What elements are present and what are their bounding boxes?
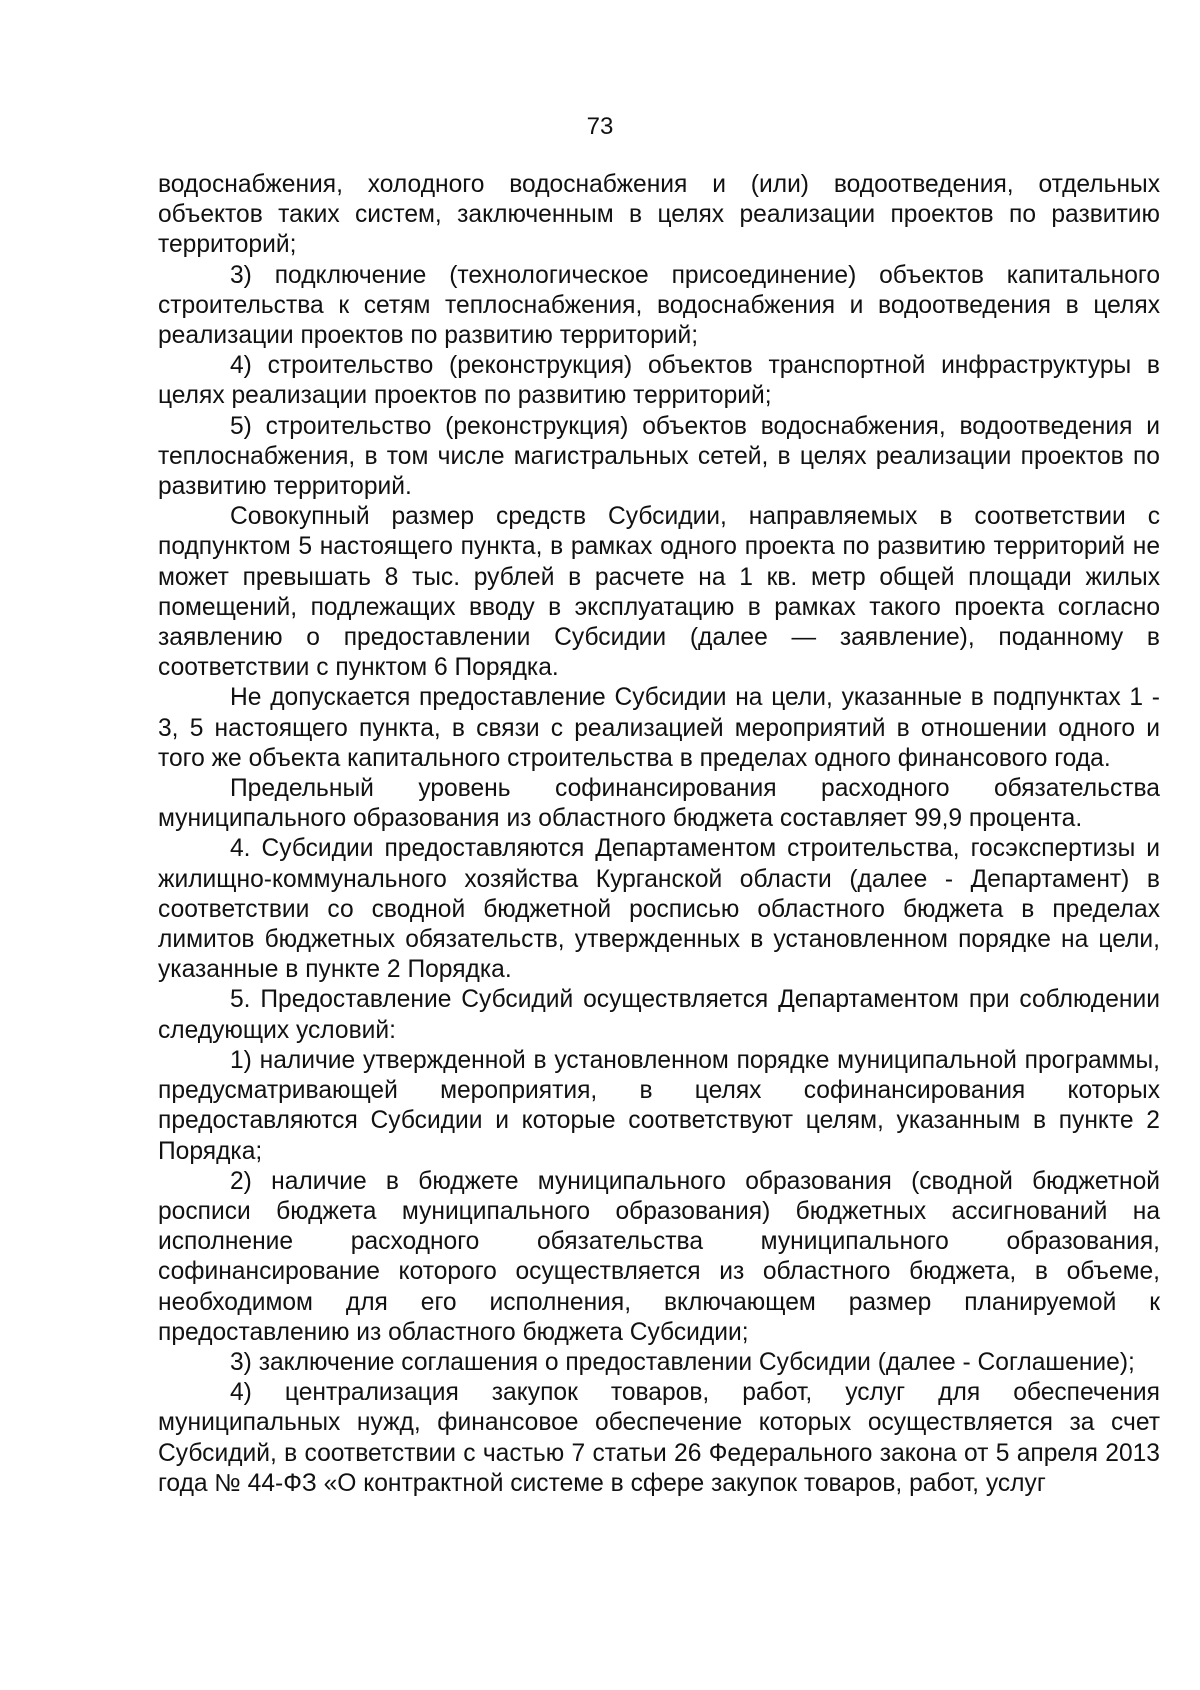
paragraph-condition-3: 3) заключение соглашения о предоставлении Субсидии (далее - Соглашение);	[230, 1348, 1135, 1376]
paragraph-section-5: 5. Предоставление Субсидий осуществляется Департаментом при соблюдении следующих условий:	[158, 986, 1160, 1044]
paragraph-continuation: водоснабжения, холодного водоснабжения и (или) водоотведения, отдельных объектов таких систем, заключенным в целях реализации проектов по развитию территорий;	[158, 171, 1160, 259]
paragraph-condition-1: 1) наличие утвержденной в установленном порядке муниципальной программы, предусматривающей мероприятия, в целях софинансирования которых предоставляются Субсидии и которые соответствуют целям, указанным в пункте 2 Порядка;	[158, 1046, 1160, 1165]
paragraph-item-4: 4) строительство (реконструкция) объектов транспортной инфраструктуры в целях реализации проектов по развитию территорий;	[158, 352, 1160, 410]
paragraph-condition-2: 2) наличие в бюджете муниципального образования (сводной бюджетной росписи бюджета муниципального образования) бюджетных ассигнований на исполнение расходного обязательства муниципального образования, софинансирование которого осуществляется из областного бюджета, в объеме, необходимом для его исполнения, включающем размер планируемой к предоставлению из областного бюджета Субсидии;	[158, 1167, 1160, 1346]
paragraph-subsidy-limit: Совокупный размер средств Субсидии, направляемых в соответствии с подпунктом 5 настоящего пункта, в рамках одного проекта по развитию территорий не может превышать 8 тыс. рублей в расчете на 1 кв. метр общей площади жилых помещений, подлежащих вводу в эксплуатацию в рамках такого проекта согласно заявлению о предоставлении Субсидии (далее — заявление), поданному в соответствии с пунктом 6 Порядка.	[158, 503, 1160, 682]
paragraph-item-5: 5) строительство (реконструкция) объектов водоснабжения, водоотведения и теплоснабжения, в том числе магистральных сетей, в целях реализации проектов по развитию территорий.	[158, 412, 1160, 501]
page-number: 73	[586, 113, 614, 140]
document-body	[158, 170, 1160, 1499]
paragraph-restriction: Не допускается предоставление Субсидии на цели, указанные в подпунктах 1 - 3, 5 настоящего пункта, в связи с реализацией мероприятий в отношении одного и того же объекта капитального строительства в пределах одного финансового года.	[158, 684, 1160, 772]
paragraph-cofinancing-level: Предельный уровень софинансирования расходного обязательства муниципального образования из областного бюджета составляет 99,9 процента.	[158, 775, 1160, 833]
paragraph-condition-4: 4) централизация закупок товаров, работ, услуг для обеспечения муниципальных нужд, финансовое обеспечение которых осуществляется за счет Субсидий, в соответствии с частью 7 статьи 26 Федерального закона от 5 апреля 2013 года № 44-ФЗ «О контрактной системе в сфере закупок товаров, работ, услуг	[158, 1379, 1160, 1497]
paragraph-item-3: 3) подключение (технологическое присоединение) объектов капитального строительства к сетям теплоснабжения, водоснабжения и водоотведения в целях реализации проектов по развитию территорий;	[158, 261, 1160, 350]
paragraph-section-4: 4. Субсидии предоставляются Департаментом строительства, госэкспертизы и жилищно-коммунального хозяйства Курганской области (далее - Департамент) в соответствии со сводной бюджетной росписью областного бюджета в пределах лимитов бюджетных обязательств, утвержденных в установленном порядке на цели, указанные в пункте 2 Порядка.	[158, 835, 1160, 984]
